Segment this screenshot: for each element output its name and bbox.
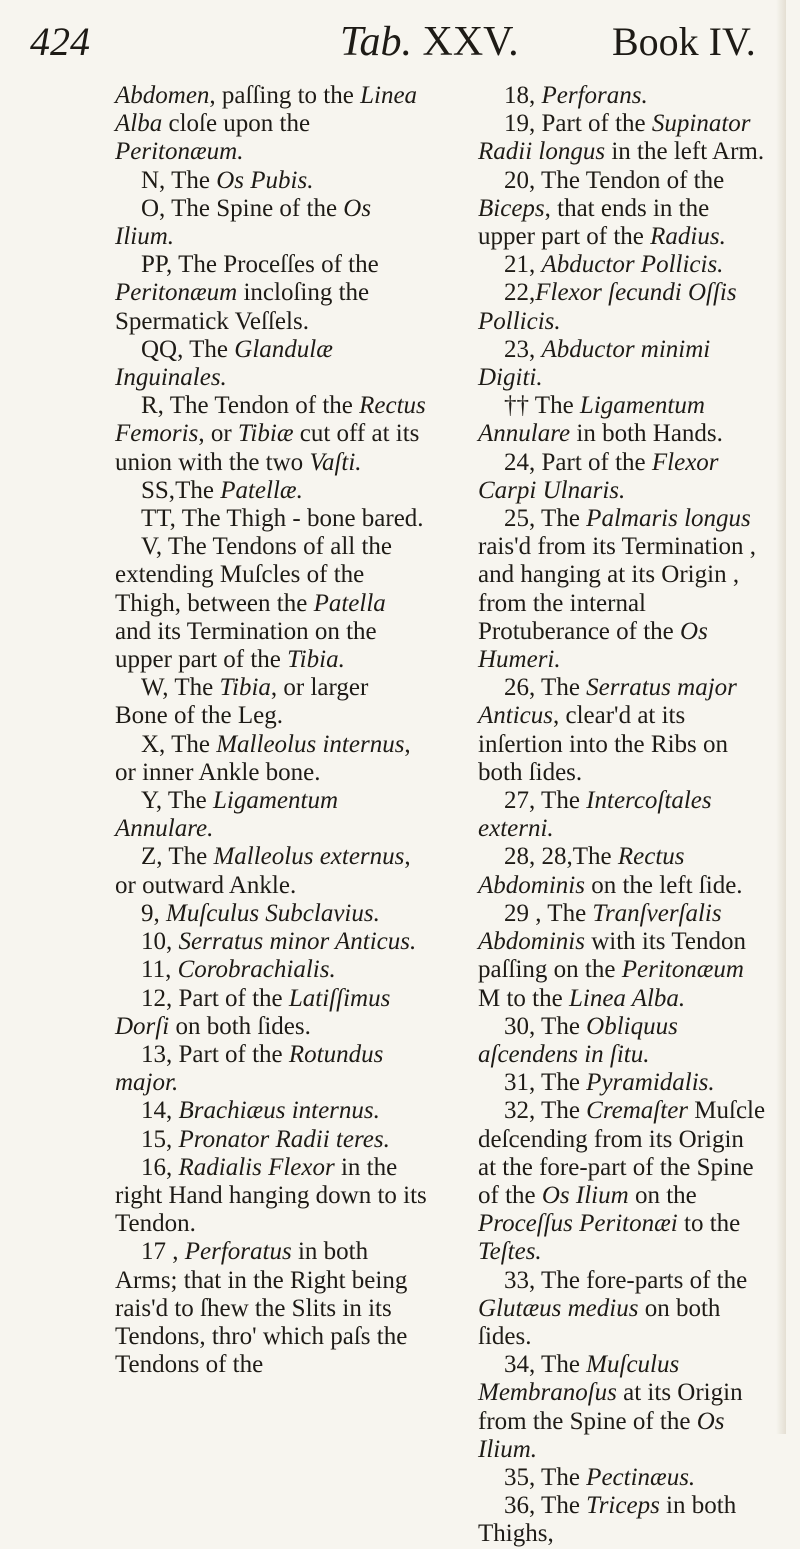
latin-term: Teſtes. [478,1238,542,1266]
left-entry [115,477,427,505]
entry-key: 26, [504,674,536,702]
right-entry [478,1492,768,1548]
entry-text: The [535,674,587,702]
entry-text: Part of the [172,1040,289,1068]
entry-key: 16, [141,1153,173,1181]
latin-term: Serratus minor Anticus. [178,928,417,956]
latin-term: Malleolus externus [213,843,405,871]
entry-key: V, [141,533,163,561]
entry-key: SS, [141,476,176,504]
entry-key: 27, [504,787,536,815]
entry-text: on the left ſide. [584,871,743,899]
entry-key: 12, [141,984,173,1012]
entry-text: and its Termination on the upper part of the [115,617,377,674]
latin-term: Biceps [478,194,545,222]
entry-key: 11, [141,956,172,984]
entry-key: R, [141,392,164,420]
entry-text: The Thigh - bone bared. [175,505,424,533]
entry-text: The [168,674,220,702]
latin-term: Supinator Radii longus [478,110,751,166]
right-entry [478,1464,768,1492]
entry-text: The Proceſſes of the [172,251,379,279]
latin-term: Rectus Abdominis [478,843,685,899]
entry-text: Part of the [172,984,289,1012]
left-entry [115,674,427,730]
latin-term: Pectinæus. [586,1463,696,1491]
entry-text: The [175,476,221,504]
entry-text: , paſſing to the [209,82,361,109]
entry-text: , or inner Ankle bone. [115,730,411,786]
entry-key: 33, [504,1266,536,1294]
left-entry [115,533,427,674]
latin-term: Serratus major Anticus [478,674,737,730]
tab-number: XXV. [422,19,519,65]
left-entry [115,731,427,787]
entry-text: Part of the [535,448,652,476]
entry-text: The [162,843,214,871]
entry-text: , or [198,420,238,448]
latin-term: Glandulæ Inguinales. [115,335,333,392]
latin-term: Muſculus Subclavius. [166,899,380,927]
entry-key: 30, [504,1012,536,1040]
entry-text: incloſing the Spermatick Veſſels. [115,279,370,335]
entry-key: QQ, [141,335,184,363]
right-entry [478,1069,768,1097]
entry-text: The [165,730,217,758]
entry-text: , that ends in the upper part of the [478,194,710,251]
entry-text: cloſe upon the [162,110,311,138]
entry-key: 15, [141,1125,173,1153]
latin-term: Palmaris longus [586,505,751,533]
right-entry [478,336,768,392]
entry-text: with its Tendon paſſing on the [478,928,746,984]
entry-text: The [162,787,214,815]
entry-text: in both Arms; that in the Right being rais'd to ſhew the Slits in its Tendons, thro' which paſs the Tendons of the [115,1238,408,1379]
right-entry [478,82,768,110]
right-entry [478,110,768,166]
latin-term: Os Ilium [541,1181,629,1209]
latin-term: Tranſverſalis Abdominis [478,899,722,956]
entry-key: Z, [141,843,163,871]
latin-term: Proceſſus Peritonæi [478,1210,678,1238]
left-entry [115,82,427,167]
latin-term: Abductor Pollicis. [541,251,724,279]
latin-term: Radialis Flexor [178,1153,335,1181]
right-entry [478,1267,768,1352]
entry-text: The Tendon of the [535,166,725,194]
entry-text: The [183,335,235,363]
latin-term: Flexor Carpi Ulnaris. [478,448,719,504]
entry-key: 17 , [141,1238,179,1266]
latin-term: Rotundus major. [115,1040,384,1097]
entry-text: The Tendons of all the extending Muſcles of the Thigh, between the [115,533,393,617]
left-entry [115,843,427,899]
latin-term: Latiſſimus Dorſi [115,984,391,1040]
right-entry [478,1351,768,1464]
entry-text: The [535,1351,587,1379]
right-entry [478,1013,768,1069]
entry-text: , or larger Bone of the Leg. [115,674,369,730]
left-entry [115,251,427,336]
latin-term: Rectus Femoris [115,392,426,448]
latin-term: Pyramidalis. [586,1069,715,1097]
latin-term: Os Humeri. [478,617,708,674]
right-entry [478,674,768,787]
entry-key: 22, [504,279,536,307]
entry-key: 9, [141,899,160,927]
latin-term: Peritonæum [115,279,238,307]
latin-term: Triceps [586,1492,660,1520]
left-entry [115,1041,427,1097]
left-entry [115,195,427,251]
latin-term: Muſculus Membranoſus [478,1351,680,1407]
entry-key: 18, [504,82,536,109]
right-entry [478,167,768,252]
entry-text: on both ſides. [169,1012,311,1040]
entry-text: in both Thighs, [478,1492,737,1548]
left-column [115,82,427,1379]
entry-key: 31, [504,1069,536,1097]
left-entry [115,1238,427,1379]
book-title: Book IV. [612,19,756,64]
entry-key: 10, [141,928,173,956]
right-entry [478,279,768,335]
entry-text: M to the [478,984,569,1012]
right-entry [478,449,768,505]
entry-text: The Spine of the [165,194,344,222]
entry-key: 13, [141,1040,173,1068]
latin-term: Os Ilium. [115,194,372,251]
entry-key: 35, [504,1463,536,1491]
entry-text: in both Hands. [570,420,723,448]
entry-text: The [535,1069,587,1097]
entry-key: 32, [504,1097,536,1125]
entry-text: The [529,392,580,420]
latin-term: Peritonæum. [115,138,244,166]
page-header [0,18,800,78]
latin-term: Flexor ſecundi Oſſis Pollicis. [478,279,737,335]
left-entry [115,1154,427,1239]
entry-key: 29 , [504,899,542,927]
entry-key: 23, [504,335,536,363]
latin-term: Perforatus [184,1238,292,1266]
left-entry [115,787,427,843]
latin-term: Vaſti. [309,448,362,476]
page-gutter-shadow [776,0,786,1434]
entry-text: The [535,505,587,533]
entry-key: PP, [141,251,173,279]
entry-key: 36, [504,1492,536,1520]
right-column [478,82,768,1549]
latin-term: Abdomen [115,82,210,109]
left-entry [115,900,427,928]
right-entry [478,1097,768,1266]
left-entry [115,505,427,533]
left-entry [115,1126,427,1154]
entry-key: †† [504,392,529,420]
latin-term: Brachiæus internus. [178,1097,380,1125]
entry-key: 34, [504,1351,536,1379]
entry-text: in the left Arm. [605,138,765,166]
left-entry [115,167,427,195]
left-entry [115,985,427,1041]
entry-text: The [572,843,618,871]
latin-term: Patellæ. [220,476,303,504]
entry-text: on both ſides. [478,1294,721,1350]
entry-key: 19, [504,110,536,138]
entry-key: TT, [141,505,176,533]
right-entry [478,787,768,843]
entry-text: The [535,787,587,815]
entry-text: , or outward Ankle. [115,843,411,899]
entry-text: Part of the [535,110,652,138]
entry-text: The [541,899,593,927]
latin-term: Os Ilium. [478,1407,725,1463]
latin-term: Radius. [650,223,726,251]
tab-prefix: Tab. [340,19,413,65]
latin-term: Abductor minimi Digiti. [478,335,711,392]
entry-text: , clear'd at its inſertion into the Ribs on both ſides. [478,702,728,786]
entry-key: Y, [141,787,163,815]
latin-term: Peritonæum [621,956,744,984]
entry-key: 24, [504,448,536,476]
entry-key: 21, [504,251,536,279]
left-entry [115,1097,427,1125]
entry-text: The [535,1097,587,1125]
entry-text: The [535,1463,587,1491]
latin-term: Tibiæ [237,420,294,448]
latin-term: Linea Alba [115,82,418,138]
latin-term: Tibia [219,674,271,702]
entry-key: N, [141,166,166,194]
entry-text: The [535,1012,587,1040]
right-entry [478,843,768,899]
entry-text: at its Origin from the Spine of the [478,1379,743,1435]
latin-term: Corobrachialis. [177,956,336,984]
right-entry [478,900,768,1013]
entry-text: The [165,166,217,194]
latin-term: Intercoſtales externi. [478,787,712,843]
entry-text: rais'd from its Termination , and hanging at its Origin , from the internal Protuberance of the [478,533,756,645]
entry-key: X, [141,730,166,758]
entry-key: 28, 28, [504,843,573,871]
right-entry [478,251,768,279]
entry-text: on the [628,1181,697,1209]
left-entry [115,392,427,477]
plate-title [340,18,519,66]
right-entry [478,505,768,674]
latin-term: Linea Alba. [568,984,686,1012]
entry-text: The Tendon of the [163,392,360,420]
left-entry [115,956,427,984]
latin-term: Cremaſter [586,1097,689,1125]
entry-key: W, [141,674,169,702]
latin-term: Obliquus aſcendens in ſitu. [478,1012,678,1068]
entry-key: 25, [504,505,536,533]
entry-text: to the [677,1210,741,1238]
latin-term: Malleolus internus [216,730,405,758]
latin-term: Tibia. [287,646,345,674]
entry-text: Muſcle deſcending from its Origin at the fore-part of the Spine of the [478,1097,766,1209]
latin-term: Pronator Radii teres. [178,1125,390,1153]
left-entry [115,336,427,392]
entry-key: 14, [141,1097,173,1125]
entry-key: 20, [504,166,536,194]
right-entry [478,392,768,448]
entry-text: The fore-parts of the [535,1266,748,1294]
latin-term: Ligamentum Annulare [478,392,705,448]
left-entry [115,928,427,956]
latin-term: Patella [313,589,386,617]
latin-term: Os Pubis. [216,166,314,194]
latin-term: Glutæus medius [478,1294,639,1322]
entry-text: The [535,1492,587,1520]
entry-text: in the right Hand hanging down to its Tendon. [115,1153,427,1238]
page-number: 424 [30,19,90,64]
entry-text: cut off at its union with the two [115,420,420,476]
latin-term: Ligamentum Annulare. [115,787,339,843]
entry-key: O, [141,194,166,222]
latin-term: Perforans. [541,82,648,109]
